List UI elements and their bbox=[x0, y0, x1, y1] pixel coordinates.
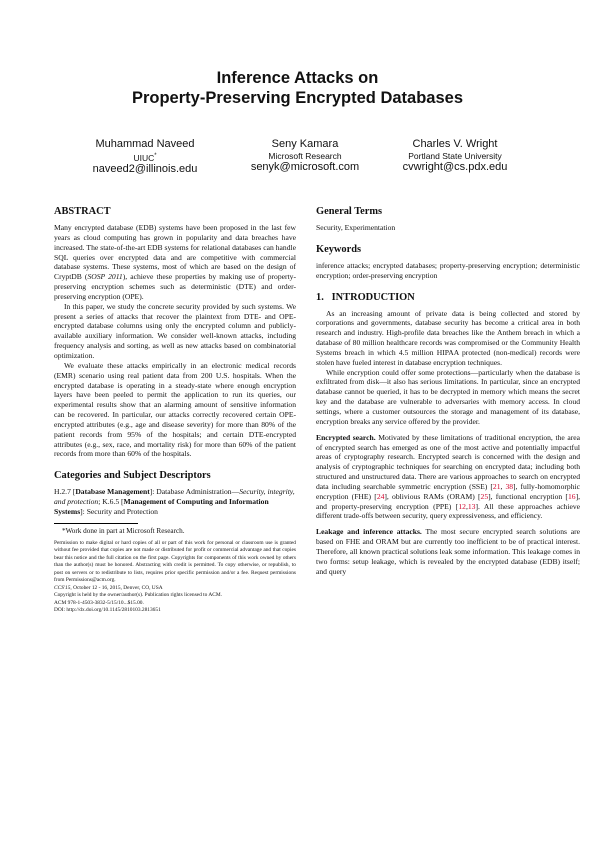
abstract-paragraph: Many encrypted database (EDB) systems have been proposed in the last few years as cloud computing has grown in popularity and data breaches have increased. The state-of-the-art EDB systems for relational databases can handle SQL queries over encrypted data and are competitive with commercial database systems. These systems, most of which are based on the design of CryptDB (SOSP 2011), achieve these properties by making use of property-preserving encryption schemes such as deterministic (DTE) and order-preserving encryption (OPE). bbox=[54, 223, 296, 301]
intro-paragraph: While encryption could offer some protections—particularly when the database is exfiltrated from disk—it also has serious limitations. In particular, since an encrypted database cannot be queried, it has to be decrypted in memory which means the secret key and the database are vulnerable to adversaries with memory access. In cloud settings, where a customer outsources the storage and management of its database, encryption breaks any service offered by the provider. bbox=[316, 367, 580, 426]
left-column bbox=[54, 205, 296, 615]
footnote: *Work done in part at Microsoft Research. bbox=[62, 526, 185, 535]
doi-text: DOI: http://dx.doi.org/10.1145/2810103.2813651 bbox=[54, 607, 161, 614]
author-affiliation: UIUC* bbox=[133, 152, 157, 163]
author-email: senyk@microsoft.com bbox=[250, 161, 360, 173]
paper-title bbox=[0, 68, 595, 108]
intro-paragraph: As an increasing amount of private data is being collected and stored by corporations and governments, database security has become a critical area in both research and industry. High-profile data breaches like the Anthem breach in which a database of 80 million healthcare records was compromised or the Community Health Systems breach in which 4.5 million HIPAA protected (non-medical) records were stolen have fueled interest in database encryption techniques. bbox=[316, 308, 580, 367]
categories-heading: Categories and Subject Descriptors bbox=[54, 470, 211, 482]
author-affiliation: Microsoft Research bbox=[268, 151, 342, 161]
title-line-1: Inference Attacks on bbox=[216, 69, 379, 87]
general-terms-text: Security, Experimentation bbox=[316, 223, 396, 232]
author-3 bbox=[380, 138, 530, 174]
keywords-heading: Keywords bbox=[316, 243, 362, 255]
copyright-text: Copyright is held by the owner/author(s). Publication rights licensed to ACM. bbox=[54, 592, 222, 599]
encrypted-search-paragraph: Encrypted search. Motivated by these limitations of traditional encryption, the area of encrypted search has emerged as one of the most active and potentially impactful areas of cryptography research. Encrypted search is concerned with the design and analysis of cryptographic techniques for searching on encrypted data; including both structured and unstructured data. There are various approaches to search on encrypted data including searchable symmetric encryption (SSE) [21, 38], fully-homomorphic encryption (FHE) [24], oblivious RAMs (ORAM) [25], functional encryption [16], and property-preserving encryption (PPE) [12,13]. All these approaches achieve different trade-offs between security, query expressiveness, and efficiency. bbox=[316, 432, 581, 521]
right-column bbox=[316, 205, 580, 576]
author-name: Charles V. Wright bbox=[412, 138, 498, 150]
citation-link[interactable]: 38 bbox=[505, 481, 514, 491]
citation-link[interactable]: 16 bbox=[567, 491, 576, 501]
leakage-paragraph: Leakage and inference attacks. The most secure encrypted search solutions are based on FHE and ORAM but are currently too inefficient to be of practical interest. Therefore, all known practical solutions leak some information. This leakage comes in two forms: setup leakage, which is revealed by the encrypted database (EDB) itself; and query bbox=[316, 527, 580, 576]
author-affiliation: Portland State University bbox=[408, 151, 502, 161]
abstract-heading: ABSTRACT bbox=[54, 206, 111, 217]
citation-link[interactable]: 24 bbox=[376, 491, 385, 501]
author-name: Seny Kamara bbox=[271, 138, 339, 150]
conference-info: CCS'15, October 12 - 16, 2015, Denver, CO, USA bbox=[54, 584, 163, 591]
author-email: naveed2@illinois.edu bbox=[92, 162, 198, 175]
general-terms-heading: General Terms bbox=[316, 206, 383, 217]
title-line-2: Property-Preserving Encrypted Databases bbox=[131, 89, 464, 107]
permission-text: Permission to make digital or hard copies of all or part of this work for personal or classroom use is granted without fee provided that copies are not made or distributed for profit or commercial advantage and that copies bear this notice and the full citation on the first page. Copyrights for components of this work owned by others than the author(s) must be honored. Abstracting with credit is permitted. To copy otherwise, or republish, to post on servers or to redistribute to lists, requires prior specific permission and/or a fee. Request permissions from Permissions@acm.org. bbox=[54, 539, 296, 584]
author-2 bbox=[230, 138, 380, 174]
author-email: cvwright@cs.pdx.edu bbox=[402, 161, 508, 173]
permission-block bbox=[54, 540, 296, 615]
abstract-paragraph: In this paper, we study the concrete security provided by such systems. We present a series of attacks that recover the plaintext from DTE- and OPE-encrypted database columns using only the encrypted column and publicly-available auxiliary information. We consider well-known attacks, including frequency analysis and sorting, as well as new attacks based on combinatorial optimization. bbox=[54, 301, 296, 360]
citation-link[interactable]: 12 bbox=[458, 501, 466, 511]
citation-link[interactable]: 21 bbox=[492, 481, 501, 491]
author-name: Muhammad Naveed bbox=[95, 138, 195, 150]
citation-link[interactable]: 25 bbox=[480, 491, 489, 501]
abstract-paragraph: We evaluate these attacks empirically in an electronic medical records (EMR) scenario using real patient data from 200 U.S. hospitals. When the encrypted database is operating in a steady-state where enough encryption layers have been peeled to permit the application to run its queries, our experimental results show that an alarming amount of sensitive information can be recovered. In particular, our attacks correctly recovered certain OPE-encrypted attributes (e.g., age and disease severity) for more than 80% of the patient records from 95% of the hospitals; and certain DTE-encrypted attributes (e.g., sex, race, and mortality risk) for more than 60% of the patient records from more than 60% of the hospitals. bbox=[54, 360, 296, 459]
keywords-text: inference attacks; encrypted databases; property-preserving encryption; deterministic encryption; order-preserving encryption bbox=[316, 260, 580, 280]
introduction-heading: 1. INTRODUCTION bbox=[316, 291, 415, 303]
footnote-rule bbox=[54, 523, 138, 524]
isbn-text: ACM 978-1-4503-3832-5/15/10...$15.00. bbox=[54, 599, 144, 606]
citation-link[interactable]: 13 bbox=[467, 501, 476, 511]
categories-text: H.2.7 [Database Management]: Database Administration—Security, integrity, and protection; K.6.5 [Management of Computing and Information Systems]: Security and Protection bbox=[54, 487, 295, 516]
author-1 bbox=[70, 138, 220, 176]
